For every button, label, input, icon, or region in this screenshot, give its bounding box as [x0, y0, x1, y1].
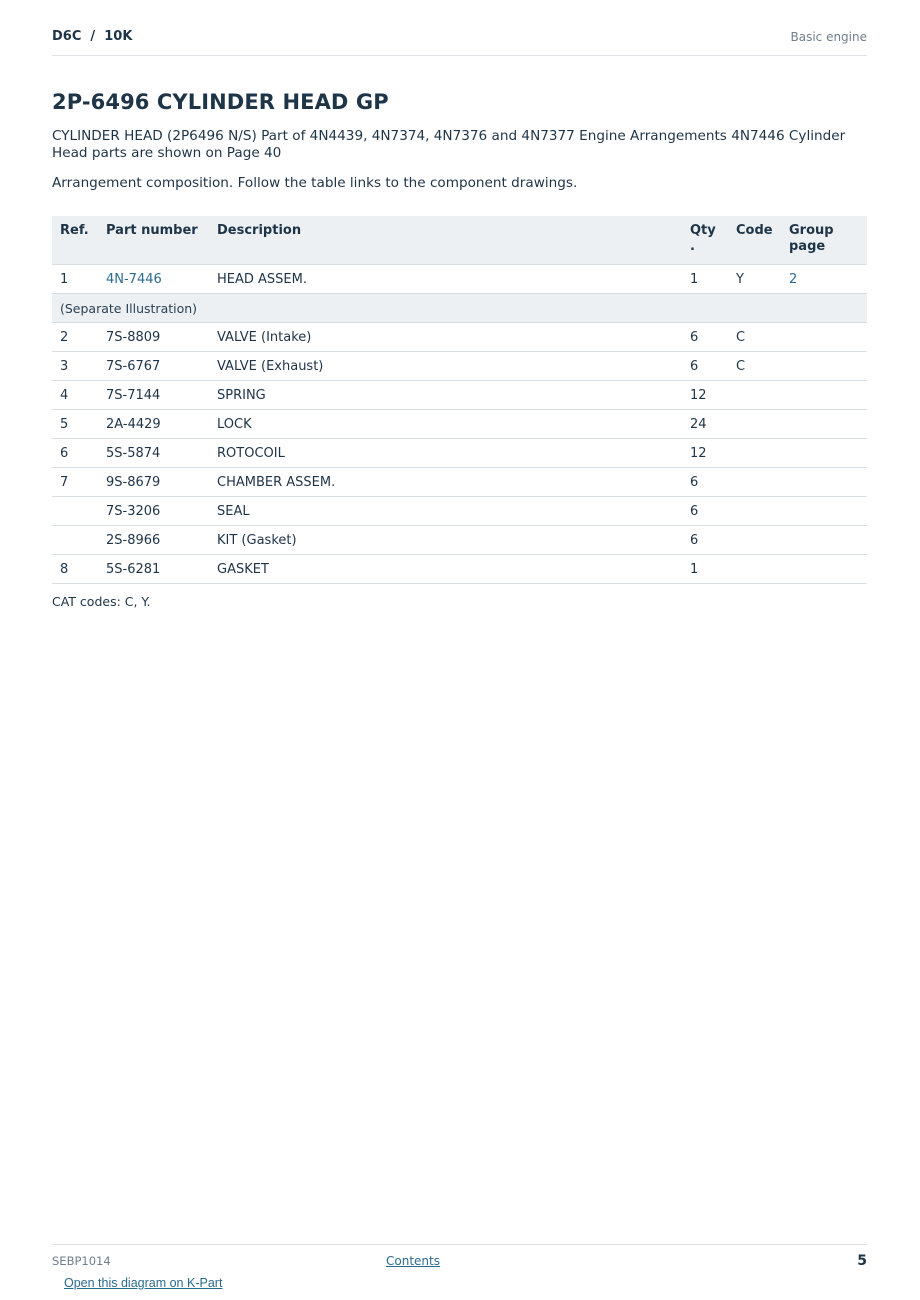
cell-code — [728, 497, 781, 526]
cell-description: SEAL — [209, 497, 682, 526]
cell-code — [728, 439, 781, 468]
cell-part-number — [98, 265, 209, 294]
cell-group-page — [781, 439, 867, 468]
header-qty-label: Qty — [690, 223, 716, 238]
section-name: Basic engine — [790, 30, 867, 44]
part-link-4n7446[interactable]: 4N-7446 — [106, 271, 162, 287]
table-row — [52, 323, 867, 352]
cell-group-page — [781, 265, 867, 294]
table-row — [52, 381, 867, 410]
cell-ref — [52, 497, 98, 526]
page-title: 2P-6496 CYLINDER HEAD GP — [52, 90, 389, 114]
cell-description: SPRING — [209, 381, 682, 410]
header-page-label: page — [789, 239, 826, 254]
cell-description: HEAD ASSEM. — [209, 265, 682, 294]
header-qty-dot: . — [690, 239, 695, 254]
cell-group-page — [781, 468, 867, 497]
cell-ref: 6 — [52, 439, 98, 468]
cell-code: C — [728, 352, 781, 381]
cell-ref — [52, 526, 98, 555]
contents-link[interactable]: Contents — [386, 1254, 440, 1268]
table-header-row — [52, 216, 867, 265]
page-header — [52, 28, 867, 56]
table-row — [52, 439, 867, 468]
header-code: Code — [728, 216, 781, 265]
cell-ref: 8 — [52, 555, 98, 584]
cell-code — [728, 468, 781, 497]
cell-part-number: 9S-8679 — [98, 468, 209, 497]
cell-part-number: 5S-6281 — [98, 555, 209, 584]
table-row — [52, 410, 867, 439]
page-number: 5 — [857, 1253, 867, 1269]
cell-part-number: 7S-6767 — [98, 352, 209, 381]
cell-qty: 12 — [682, 439, 728, 468]
cell-description: GASKET — [209, 555, 682, 584]
cell-code — [728, 555, 781, 584]
parts-table — [52, 216, 867, 584]
cell-description: ROTOCOIL — [209, 439, 682, 468]
cell-description: KIT (Gasket) — [209, 526, 682, 555]
cell-qty: 6 — [682, 352, 728, 381]
cell-ref: 4 — [52, 381, 98, 410]
header-description: Description — [209, 216, 682, 265]
table-row — [52, 468, 867, 497]
cat-codes-note: CAT codes: C, Y. — [52, 594, 151, 609]
header-group-label: Group — [789, 223, 834, 238]
cell-qty: 1 — [682, 265, 728, 294]
cell-ref: 7 — [52, 468, 98, 497]
cell-part-number: 2A-4429 — [98, 410, 209, 439]
cell-part-number: 7S-3206 — [98, 497, 209, 526]
table-row — [52, 526, 867, 555]
group-description: CYLINDER HEAD (2P6496 N/S) Part of 4N4439, 4N7374, 4N7376 and 4N7377 Engine Arrangements 4N7446 Cylinder Head parts are shown on Page 40 — [52, 128, 846, 161]
cell-group-page — [781, 381, 867, 410]
cell-code — [728, 410, 781, 439]
cell-qty: 12 — [682, 381, 728, 410]
document-id: SEBP1014 — [52, 1254, 111, 1268]
table-row — [52, 555, 867, 584]
cell-code: Y — [728, 265, 781, 294]
cell-part-number: 5S-5874 — [98, 439, 209, 468]
separate-illustration-note: (Separate Illustration) — [52, 294, 867, 323]
cell-qty: 6 — [682, 497, 728, 526]
cell-code — [728, 381, 781, 410]
intro-text: Arrangement composition. Follow the table links to the component drawings. — [52, 175, 578, 191]
table-row — [52, 497, 867, 526]
cell-ref: 1 — [52, 265, 98, 294]
header-group-page — [781, 216, 867, 265]
cell-qty: 6 — [682, 468, 728, 497]
cell-qty: 6 — [682, 323, 728, 352]
header-qty — [682, 216, 728, 265]
table-row — [52, 265, 867, 294]
cell-description: CHAMBER ASSEM. — [209, 468, 682, 497]
cell-description: LOCK — [209, 410, 682, 439]
cell-ref: 3 — [52, 352, 98, 381]
cell-group-page — [781, 526, 867, 555]
cell-group-page — [781, 352, 867, 381]
cell-part-number: 2S-8966 — [98, 526, 209, 555]
breadcrumb: D6C / 10K — [52, 29, 133, 44]
cell-description: VALVE (Intake) — [209, 323, 682, 352]
cell-qty: 24 — [682, 410, 728, 439]
table-row — [52, 352, 867, 381]
group-page-link[interactable]: 2 — [789, 271, 798, 287]
cell-ref: 5 — [52, 410, 98, 439]
cell-group-page — [781, 410, 867, 439]
header-ref: Ref. — [52, 216, 98, 265]
separate-illustration-row — [52, 294, 867, 323]
page-footer — [52, 1244, 867, 1275]
cell-part-number: 7S-7144 — [98, 381, 209, 410]
cell-code: C — [728, 323, 781, 352]
cell-part-number: 7S-8809 — [98, 323, 209, 352]
cell-description: VALVE (Exhaust) — [209, 352, 682, 381]
cell-qty: 1 — [682, 555, 728, 584]
cell-qty: 6 — [682, 526, 728, 555]
cell-group-page — [781, 555, 867, 584]
cell-group-page — [781, 497, 867, 526]
cell-group-page — [781, 323, 867, 352]
open-diagram-link[interactable]: Open this diagram on K-Part — [64, 1276, 223, 1290]
cell-ref: 2 — [52, 323, 98, 352]
cell-code — [728, 526, 781, 555]
header-part-number: Part number — [98, 216, 209, 265]
